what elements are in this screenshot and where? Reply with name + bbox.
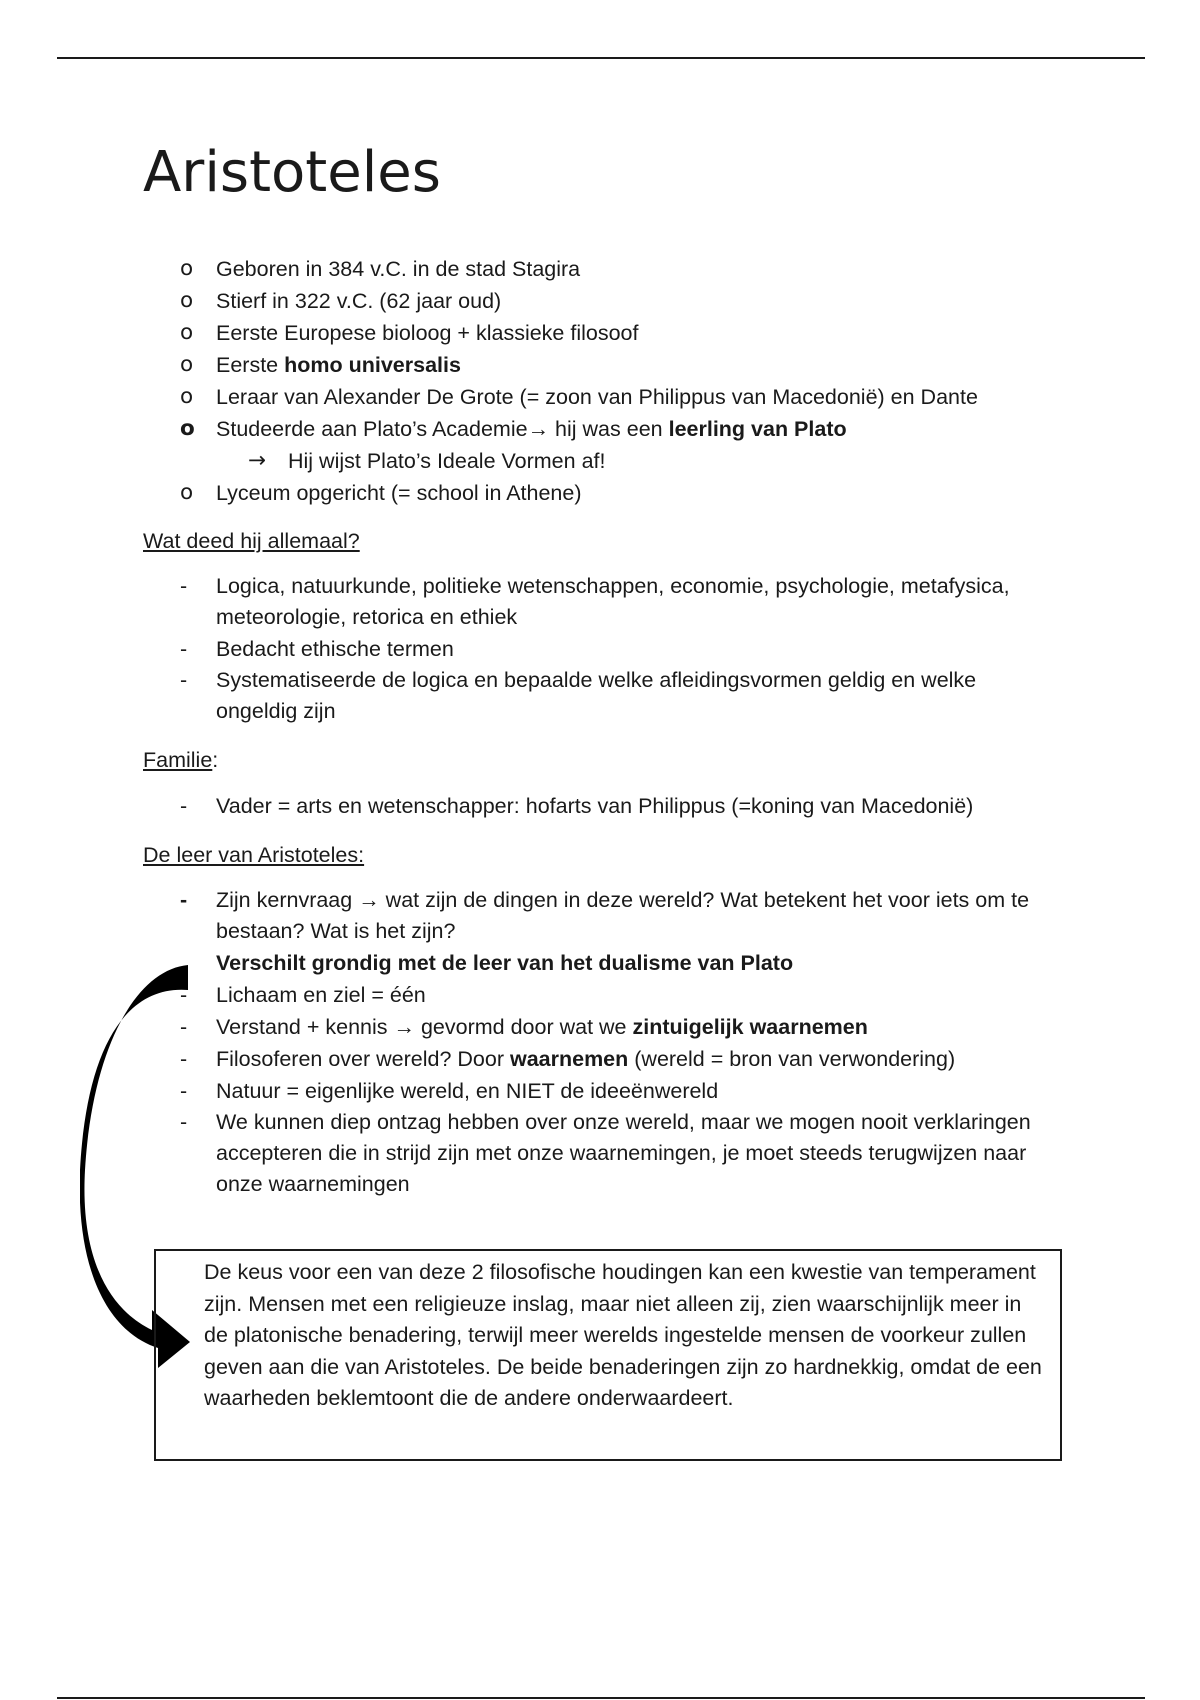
list-item: - Natuur = eigenlijke wereld, en NIET de ideeënwereld <box>143 1075 1063 1107</box>
dash-marker: - <box>180 574 188 598</box>
list-item: o Lyceum opgericht (= school in Athene) <box>143 477 1063 509</box>
dash-marker: - <box>180 1015 188 1039</box>
dash-marker: - <box>180 794 188 818</box>
list-item: - Bedacht ethische termen <box>143 633 1063 665</box>
activities-list <box>143 571 1063 727</box>
bio-list <box>143 253 1063 509</box>
list-item: → Hij wijst Plato’s Ideale Vormen af! <box>143 445 1063 477</box>
dash-marker: - <box>180 1047 188 1071</box>
doctrine-list <box>143 885 1063 1200</box>
list-item: - Lichaam en ziel = één <box>143 979 1063 1011</box>
arrow-icon: → <box>248 448 267 473</box>
bullet-marker: o <box>180 256 194 281</box>
dash-marker: - <box>180 1110 188 1134</box>
section-heading-activities: Wat deed hij allemaal? <box>143 529 360 553</box>
bullet-marker: o <box>180 416 195 441</box>
bullet-marker: o <box>180 352 194 377</box>
list-item: o Leraar van Alexander De Grote (= zoon van Philippus van Macedonië) en Dante <box>143 381 1063 413</box>
dash-marker: - <box>180 983 188 1007</box>
list-item: - Filosoferen over wereld? Door waarnemen (wereld = bron van verwondering) <box>143 1043 1063 1075</box>
list-item: o Geboren in 384 v.C. in de stad Stagira <box>143 253 1063 285</box>
list-item: - Zijn kernvraag → wat zijn de dingen in deze wereld? Wat betekent het voor iets om te bestaan? Wat is het zijn? <box>143 885 1063 947</box>
dash-marker: - <box>180 1079 188 1103</box>
list-item: - Verstand + kennis → gevormd door wat we zintuigelijk waarnemen <box>143 1011 1063 1043</box>
header-rule <box>57 57 1145 59</box>
list-item: Verschilt grondig met de leer van het dualisme van Plato <box>216 951 794 975</box>
list-item: o Stierf in 322 v.C. (62 jaar oud) <box>143 285 1063 317</box>
quote-box <box>154 1249 1062 1461</box>
arrow-icon: → <box>358 888 380 912</box>
dash-marker: - <box>180 888 188 912</box>
bullet-marker: o <box>180 320 194 345</box>
list-item: - Systematiseerde de logica en bepaalde welke afleidingsvormen geldig en welke ongeldig zijn <box>143 665 1063 727</box>
arrow-icon: → <box>527 417 550 441</box>
list-item: o Eerste Europese bioloog + klassieke filosoof <box>143 317 1063 349</box>
family-list <box>143 790 1063 822</box>
list-item: o Eerste homo universalis <box>143 349 1063 381</box>
dash-marker: - <box>180 668 188 692</box>
list-item: - Logica, natuurkunde, politieke wetenschappen, economie, psychologie, metafysica, meteorologie, retorica en ethiek <box>143 571 1063 633</box>
document-body <box>143 253 1063 1200</box>
bullet-marker: o <box>180 384 194 409</box>
bullet-marker: o <box>180 288 194 313</box>
dash-marker: - <box>180 637 188 661</box>
footer-rule <box>57 1697 1145 1699</box>
quote-text: De keus voor een van deze 2 filosofische houdingen kan een kwestie van temperament zijn. Mensen met een religieuze inslag, maar niet alleen zij, zien waarschijnlijk meer in de platonische benadering, terwijl meer werelds ingestelde mensen de voorkeur zullen geven aan die van Aristoteles. De beide benaderingen zijn zo hardnekkig, omdat de een waarheden beklemtoont die de andere onderwaardeert. <box>204 1260 1042 1410</box>
arrow-icon: → <box>393 1015 415 1039</box>
list-item: o Studeerde aan Plato’s Academie→ hij was een leerling van Plato <box>143 413 1063 445</box>
list-item: - Vader = arts en wetenschapper: hofarts van Philippus (=koning van Macedonië) <box>143 790 1063 822</box>
page-title: Aristoteles <box>143 140 441 205</box>
list-item: - We kunnen diep ontzag hebben over onze wereld, maar we mogen nooit verklaringen accepteren die in strijd zijn met onze waarnemingen, je moet steeds terugwijzen naar onze waarnemingen <box>143 1107 1063 1200</box>
section-heading-family: Familie: <box>143 748 219 772</box>
section-heading-doctrine: De leer van Aristoteles: <box>143 843 365 867</box>
bullet-marker: o <box>180 480 194 505</box>
